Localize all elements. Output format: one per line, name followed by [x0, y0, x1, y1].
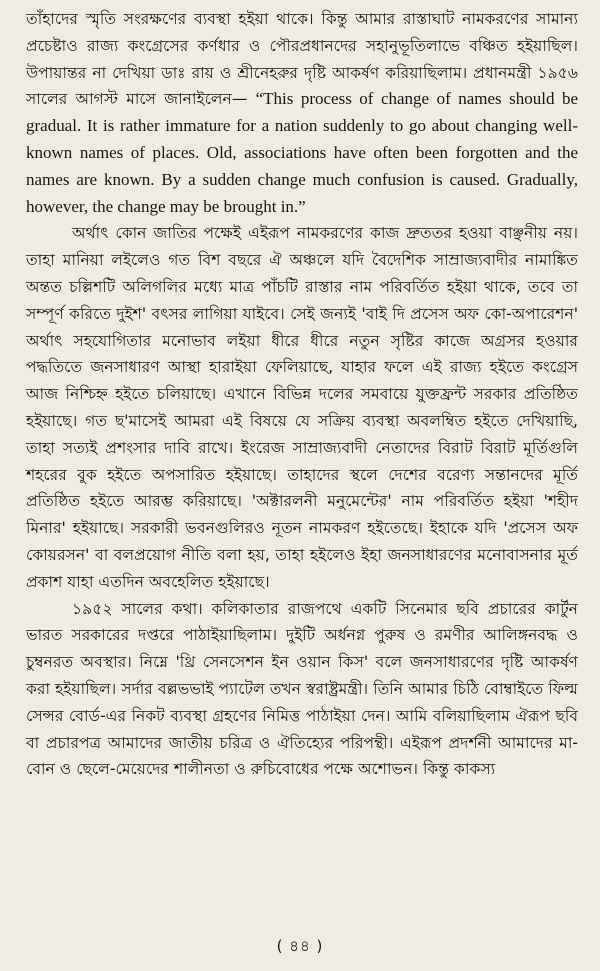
page-number: ( ৪৪ ): [276, 937, 324, 955]
paragraph-3: ১৯৫২ সালের কথা। কলিকাতার রাজপথে একটি সিনেমার ছবি প্রচারের কার্টুন ভারত সরকারের দপ্তরে পাঠাইয়াছিলাম। দুইটি অর্ধনগ্ন পুরুষ ও রমণীর আলিঙ্গনবদ্ধ ও চুম্বনরত অবস্থার। নিম্নে 'থ্রি সেনসেশন ইন ওয়ান কিস' বলে জনসাধারণের দৃষ্টি আকর্ষণ করা হইয়াছিল। সর্দার বল্লভভাই প্যাটেল তখন স্বরাষ্ট্রমন্ত্রী। তিনি আমার চিঠি বোম্বাইতে ফিল্ম সেন্সর বোর্ড-এর নিকট ব্যবস্থা গ্রহণের নিমিত্ত পাঠাইয়া দেন। আমি বলিয়াছিলাম ঐরূপ ছবি বা প্রচারপত্র আমাদের জাতীয় চরিত্র ও ঐতিহ্যের পরিপন্থী। এইরূপ প্রদর্শনী আমাদের মা-বোন ও ছেলে-মেয়েদের শালীনতা ও রুচিবোধের পক্ষে অশোভন। কিন্তু কাকস্য: [26, 599, 578, 779]
paragraph-1: [26, 6, 578, 220]
paragraph-2: অর্থাৎ কোন জাতির পক্ষেই এইরূপ নামকরণের কাজ দ্রুততর হওয়া বাঞ্ছনীয় নয়। তাহা মানিয়া লইলেও গত বিশ বছরে ঐ অঞ্চলে যদি বৈদেশিক সাম্রাজ্যবাদীর নামাঙ্কিত অন্তত চল্লিশটি অলিগলির মধ্যে মাত্র পাঁচটি রাস্তার নাম পরিবর্তিত হইয়া থাকে, তবে তা সম্পূর্ণ করিতে দুইশ' বৎসর লাগিয়া যাইবে। সেই জন্যই 'বাই দি প্রসেস অফ কো-অপারেশন' অর্থাৎ সহযোগিতার মনোভাব লইয়া ধীরে ধীরে নতুন সৃষ্টির কাজে অগ্রসর হওয়ার পদ্ধতিতে জনসাধারণ আস্থা হারাইয়া ফেলিয়াছে, যাহার ফলে এই রাজ্য হইতে কংগ্রেস আজ নিশ্চিহ্ন হইতে চলিয়াছে। এখানে বিভিন্ন দলের সমবায়ে যুক্তফ্রন্ট সরকার প্রতিষ্ঠিত হইয়াছে। গত ছ'মাসেই আমরা এই বিষয়ে যে সক্রিয় ব্যবস্থা অবলম্বিত হইতে দেখিয়াছি, তাহা সত্যই প্রশংসার দাবি রাখে। ইংরেজ সাম্রাজ্যবাদী নেতাদের বিরাট বিরাট মূর্তিগুলি শহরের বুক হইতে অপসারিত হইয়াছে। তাহাদের স্থলে দেশের বরেণ্য সন্তানদের মূর্তি প্রতিষ্ঠিত হইতে আরম্ভ করিয়াছে। 'অক্টারলনী মনুমেন্টের' নাম পরিবর্তিত হইয়া 'শহীদ মিনার' হইয়াছে। সরকারী ভবনগুলিরও নূতন নামকরণ হইতেছে। ইহাকে যদি 'প্রসেস অফ কোয়রসন' বা বলপ্রয়োগ নীতি বলা হয়, তাহা হইলেও ইহা জনসাধারণের মনোবাসনার মূর্ত প্রকাশ যাহা এতদিন অবহেলিত হইয়াছে।: [26, 224, 578, 591]
paragraph-1-english-quote: “This process of change of names should be gradual. It is rather immature for a nation suddenly to go about changing well-known names of places. Old, associations have often been forgotten and the names are known. By a sudden change much confusion is caused. Gradually, however, the change may be brought in.”: [26, 89, 579, 216]
paragraph-1-bengali: তাঁহাদের স্মৃতি সংরক্ষণের ব্যবস্থা হইয়া থাকে। কিন্তু আমার রাস্তাঘাট নামকরণের সামান্য প্রচেষ্টাও রাজ্য কংগ্রেসের কর্ণধার ও পৌরপ্রধানদের সহানুভূতিলাভে বঞ্চিত হইয়াছিল। উপায়ান্তর না দেখিয়া ডাঃ রায় ও শ্রীনেহরুর দৃষ্টি আকর্ষণ করিয়াছিলাম। প্রধানমন্ত্রী ১৯৫৬ সালের আগস্ট মাসে জানাইলেন—: [26, 10, 578, 109]
